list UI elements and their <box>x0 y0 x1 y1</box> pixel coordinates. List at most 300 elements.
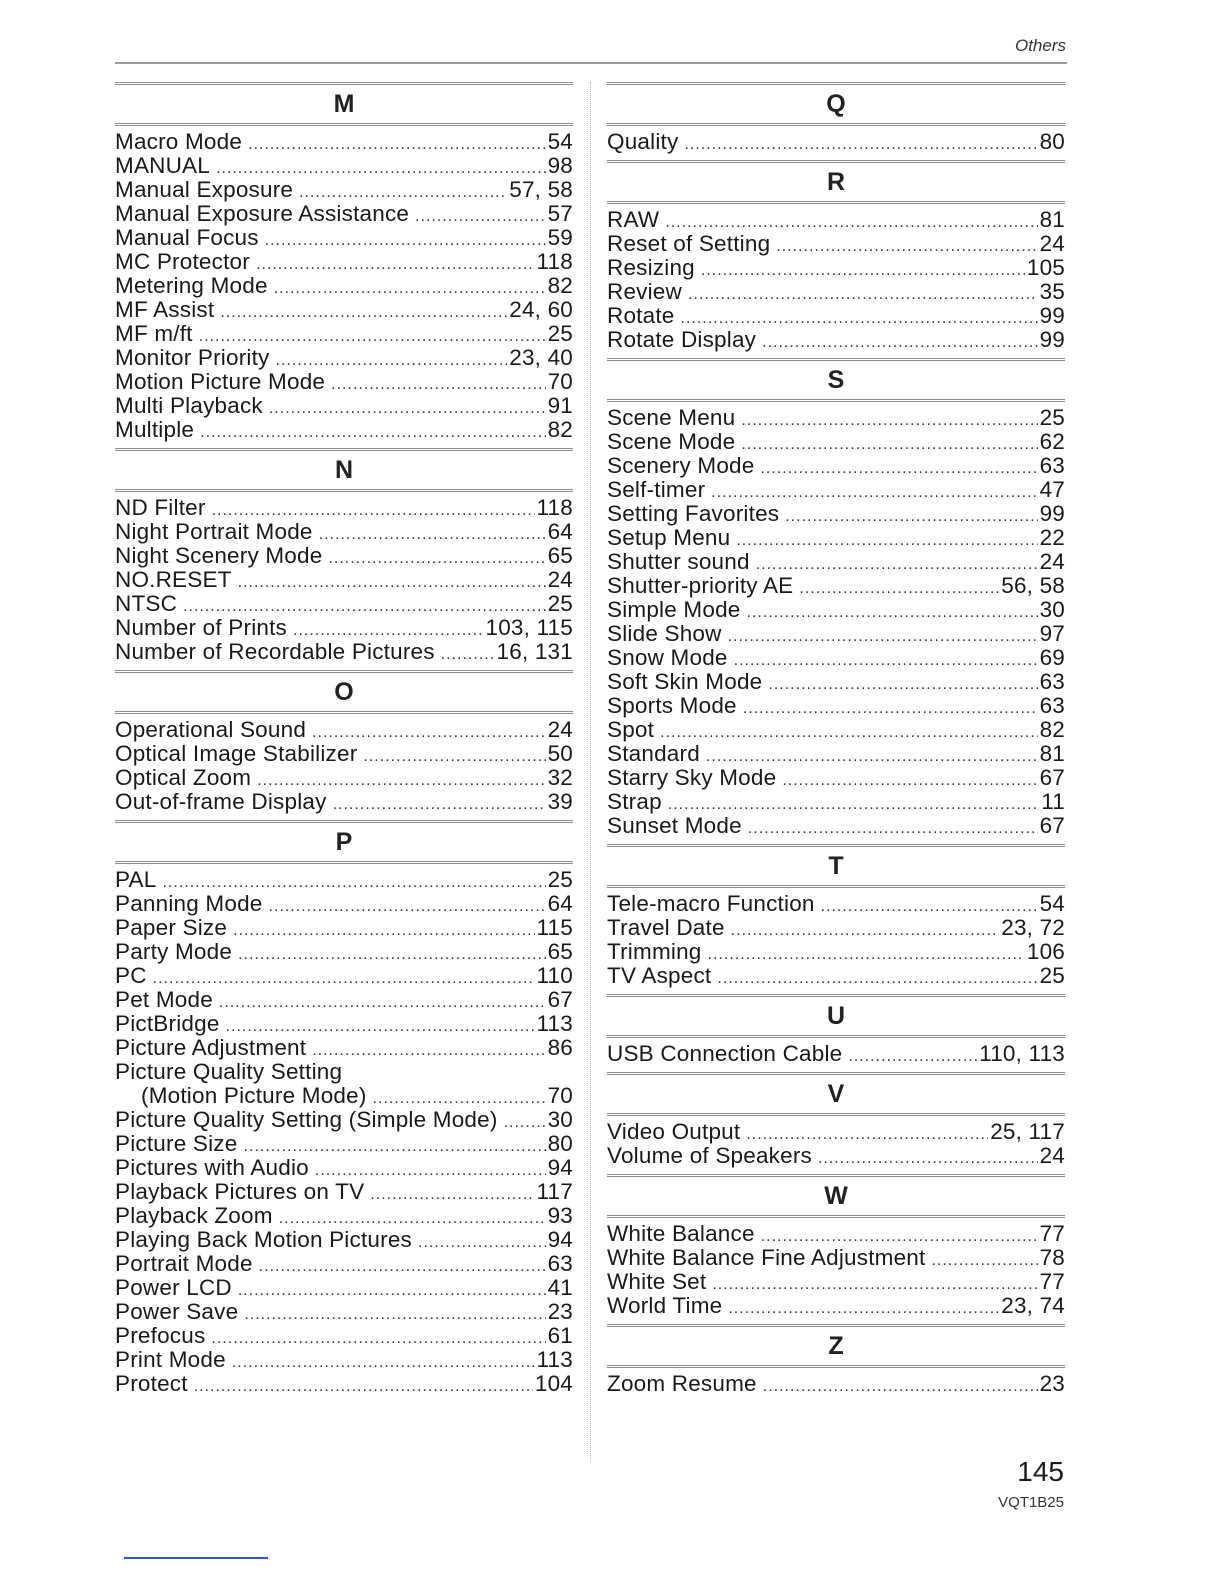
index-entry <box>115 1156 573 1180</box>
index-entry <box>115 1060 573 1084</box>
index-entry <box>607 526 1065 550</box>
index-entry-page-ref: 30 <box>1039 597 1065 622</box>
index-entry-term: Night Portrait Mode <box>115 519 313 544</box>
index-entry-term: (Motion Picture Mode) <box>141 1083 367 1108</box>
index-entry-page-ref: 80 <box>1039 129 1065 154</box>
index-section-q <box>607 82 1065 156</box>
index-entry-page-ref: 57 <box>547 201 573 226</box>
index-entry-page-ref: 99 <box>1039 303 1065 328</box>
index-entry-page-ref: 23, 74 <box>1001 1293 1065 1318</box>
index-entry <box>115 616 573 640</box>
index-column-left <box>115 82 573 1398</box>
index-entry-page-ref: 70 <box>547 369 573 394</box>
index-entry <box>607 916 1065 940</box>
index-entry-term: Night Scenery Mode <box>115 543 323 568</box>
index-entry-term: Setting Favorites <box>607 501 780 526</box>
index-entry-page-ref: 110 <box>536 963 573 988</box>
index-entry-term: Spot <box>607 717 655 742</box>
index-section-s <box>607 358 1065 840</box>
index-entry-term: PC <box>115 963 147 988</box>
index-entry-term: Prefocus <box>115 1323 206 1348</box>
index-entry-page-ref: 117 <box>536 1179 573 1204</box>
index-entry <box>115 1132 573 1156</box>
dot-leader <box>211 1327 545 1351</box>
index-entry-term: Scene Menu <box>607 405 736 430</box>
index-entry-page-ref: 106 <box>1026 939 1065 964</box>
index-entry-term: Metering Mode <box>115 273 268 298</box>
index-entry-page-ref: 97 <box>1039 621 1065 646</box>
index-entry <box>607 502 1065 526</box>
index-entry <box>115 1348 573 1372</box>
index-entry <box>115 640 573 664</box>
index-entry <box>115 742 573 766</box>
dot-leader <box>747 601 1038 625</box>
dot-leader <box>269 895 546 919</box>
index-entry <box>115 964 573 988</box>
index-entry <box>115 1204 573 1228</box>
index-entry-page-ref: 80 <box>547 1131 573 1156</box>
index-entry <box>607 280 1065 304</box>
dot-leader <box>244 1303 545 1327</box>
index-entry <box>607 430 1065 454</box>
index-entry-term: Travel Date <box>607 915 725 940</box>
index-entry <box>607 232 1065 256</box>
index-entry-page-ref: 32 <box>547 765 573 790</box>
dot-leader <box>333 793 546 817</box>
section-letter-heading: N <box>115 448 573 492</box>
index-entry <box>115 298 573 322</box>
index-entry <box>607 1144 1065 1168</box>
index-entry <box>115 766 573 790</box>
dot-leader <box>741 409 1037 433</box>
index-entry <box>115 1252 573 1276</box>
index-entry <box>115 130 573 154</box>
index-entry-page-ref: 63 <box>547 1251 573 1276</box>
index-entry-page-ref: 82 <box>547 273 573 298</box>
header-section-label: Others <box>1014 36 1066 55</box>
index-entry-term: Manual Exposure <box>115 177 294 202</box>
dot-leader <box>274 277 546 301</box>
index-entry-term: Power LCD <box>115 1275 232 1300</box>
dot-leader <box>684 133 1037 157</box>
index-entry-list <box>115 714 573 816</box>
index-entry-list <box>607 1116 1065 1170</box>
index-entry <box>115 1300 573 1324</box>
index-entry-page-ref: 69 <box>1039 645 1065 670</box>
footer-link-underline <box>124 1557 268 1559</box>
index-entry-term: MANUAL <box>115 153 210 178</box>
index-entry <box>115 274 573 298</box>
index-entry <box>115 370 573 394</box>
index-entry <box>607 454 1065 478</box>
index-entry-page-ref: 104 <box>534 1371 573 1396</box>
index-entry-page-ref: 56, 58 <box>1001 573 1065 598</box>
index-entry-page-ref: 91 <box>547 393 573 418</box>
index-entry-page-ref: 67 <box>547 987 573 1012</box>
index-entry-term: Zoom Resume <box>607 1371 757 1396</box>
section-letter-heading: S <box>607 358 1065 402</box>
index-entry-page-ref: 86 <box>547 1035 573 1060</box>
index-entry-term: Motion Picture Mode <box>115 369 326 394</box>
dot-leader <box>768 673 1037 697</box>
index-entry <box>115 226 573 250</box>
index-entry-page-ref: 113 <box>536 1347 573 1372</box>
index-entry-page-ref: 94 <box>547 1155 573 1180</box>
index-entry <box>115 346 573 370</box>
dot-leader <box>776 235 1037 259</box>
index-entry-term: NTSC <box>115 591 178 616</box>
index-entry-page-ref: 30 <box>547 1107 573 1132</box>
index-entry <box>115 718 573 742</box>
dot-leader <box>259 1255 546 1279</box>
dot-leader <box>799 577 999 601</box>
dot-leader <box>762 331 1037 355</box>
dot-leader <box>734 649 1038 673</box>
index-entry-page-ref: 93 <box>547 1203 573 1228</box>
index-entry <box>115 568 573 592</box>
index-section-n <box>115 448 573 666</box>
index-entry-page-ref: 82 <box>1039 717 1065 742</box>
index-entry <box>115 592 573 616</box>
index-entry-term: Self-timer <box>607 477 706 502</box>
index-entry-page-ref: 94 <box>547 1227 573 1252</box>
index-entry-term: World Time <box>607 1293 723 1318</box>
index-entry-page-ref: 70 <box>547 1083 573 1108</box>
index-entry-term: Trimming <box>607 939 702 964</box>
dot-leader <box>782 769 1037 793</box>
index-entry-term: Number of Prints <box>115 615 288 640</box>
index-entry-term: Power Save <box>115 1299 239 1324</box>
index-entry-page-ref: 22 <box>1039 525 1065 550</box>
index-entry-term: Snow Mode <box>607 645 728 670</box>
index-section-p <box>115 820 573 1398</box>
index-entry-term: Picture Size <box>115 1131 238 1156</box>
index-entry-term: Operational Sound <box>115 717 307 742</box>
index-entry <box>115 988 573 1012</box>
index-entry-term: Tele-macro Function <box>607 891 815 916</box>
index-entry-term: White Balance Fine Adjustment <box>607 1245 926 1270</box>
index-entry-term: Pictures with Audio <box>115 1155 309 1180</box>
dot-leader <box>743 697 1038 721</box>
index-entry-term: Number of Recordable Pictures <box>115 639 435 664</box>
index-entry <box>115 1108 573 1132</box>
index-entry-page-ref: 23, 40 <box>509 345 573 370</box>
index-entry-term: Out-of-frame Display <box>115 789 327 814</box>
index-section-o <box>115 670 573 816</box>
index-entry-term: Scenery Mode <box>607 453 755 478</box>
index-entry-page-ref: 41 <box>547 1275 573 1300</box>
index-entry-term: USB Connection Cable <box>607 1041 843 1066</box>
index-entry <box>607 694 1065 718</box>
index-entry <box>607 964 1065 988</box>
dot-leader <box>660 721 1037 745</box>
index-entry-page-ref: 23, 72 <box>1001 915 1065 940</box>
index-entry-term: White Set <box>607 1269 707 1294</box>
section-letter-heading: W <box>607 1174 1065 1218</box>
index-entry-page-ref: 103, 115 <box>485 615 573 640</box>
index-entry <box>607 256 1065 280</box>
dot-leader <box>265 229 546 253</box>
index-section-t <box>607 844 1065 990</box>
index-entry-term: MF Assist <box>115 297 215 322</box>
index-entry-page-ref: 24 <box>1039 549 1065 574</box>
index-section-z <box>607 1324 1065 1398</box>
dot-leader <box>701 259 1025 283</box>
index-entry <box>115 1012 573 1036</box>
index-entry-page-ref: 11 <box>1041 789 1065 814</box>
index-section-m <box>115 82 573 444</box>
index-entry <box>607 814 1065 838</box>
index-column-right <box>607 82 1065 1398</box>
index-entry <box>607 718 1065 742</box>
dot-leader <box>748 817 1038 841</box>
index-section-v <box>607 1072 1065 1170</box>
index-entry <box>607 550 1065 574</box>
index-entry-term: Soft Skin Mode <box>607 669 763 694</box>
index-entry <box>607 790 1065 814</box>
index-entry-page-ref: 54 <box>547 129 573 154</box>
index-entry-page-ref: 81 <box>1039 207 1065 232</box>
index-entry-term: Protect <box>115 1371 188 1396</box>
index-entry-term: Panning Mode <box>115 891 263 916</box>
index-entry <box>607 406 1065 430</box>
dot-leader <box>931 1249 1037 1273</box>
section-letter-heading: R <box>607 160 1065 204</box>
dot-leader <box>200 421 545 445</box>
index-entry-term: ND Filter <box>115 495 206 520</box>
index-entry <box>115 1036 573 1060</box>
index-entry-term: MF m/ft <box>115 321 193 346</box>
dot-leader <box>312 1039 545 1063</box>
section-letter-heading: Z <box>607 1324 1065 1368</box>
index-entry <box>607 742 1065 766</box>
dot-leader <box>238 571 546 595</box>
index-entry <box>115 250 573 274</box>
index-entry-page-ref: 25 <box>1039 963 1065 988</box>
index-entry-page-ref: 35 <box>1039 279 1065 304</box>
index-entry-term: Monitor Priority <box>115 345 270 370</box>
index-section-u <box>607 994 1065 1068</box>
dot-leader <box>731 919 1000 943</box>
index-entry <box>115 916 573 940</box>
dot-leader <box>233 919 534 943</box>
index-entry <box>607 304 1065 328</box>
index-entry-page-ref: 67 <box>1039 765 1065 790</box>
index-entry-page-ref: 77 <box>1039 1269 1065 1294</box>
dot-leader <box>363 745 545 769</box>
index-entry <box>607 1042 1065 1066</box>
index-entry-term: Volume of Speakers <box>607 1143 812 1168</box>
index-entry-page-ref: 25 <box>547 321 573 346</box>
dot-leader <box>785 505 1037 529</box>
dot-leader <box>688 283 1038 307</box>
index-entry-page-ref: 65 <box>547 543 573 568</box>
index-entry-page-ref: 39 <box>547 789 573 814</box>
index-entry-page-ref: 64 <box>547 891 573 916</box>
index-entry-term: White Balance <box>607 1221 755 1246</box>
index-entry-page-ref: 23 <box>547 1299 573 1324</box>
index-entry-term: Multiple <box>115 417 195 442</box>
index-entry <box>115 868 573 892</box>
index-entry <box>115 418 573 442</box>
index-entry-page-ref: 118 <box>536 495 573 520</box>
dot-leader <box>418 1231 546 1255</box>
index-entry-term: Resizing <box>607 255 695 280</box>
index-entry-term: Sports Mode <box>607 693 737 718</box>
index-entry-term: Pet Mode <box>115 987 213 1012</box>
index-entry-term: Scene Mode <box>607 429 736 454</box>
index-entry-page-ref: 16, 131 <box>496 639 573 664</box>
index-section-w <box>607 1174 1065 1320</box>
page-number: 145 <box>1017 1456 1064 1487</box>
index-entry-page-ref: 47 <box>1039 477 1065 502</box>
dot-leader <box>441 643 495 667</box>
dot-leader <box>194 1375 533 1399</box>
index-entry-term: Portrait Mode <box>115 1251 253 1276</box>
index-entry-page-ref: 78 <box>1039 1245 1065 1270</box>
section-letter-heading: P <box>115 820 573 864</box>
dot-leader <box>238 1279 546 1303</box>
index-entry <box>115 322 573 346</box>
dot-leader <box>717 967 1037 991</box>
index-entry <box>115 1276 573 1300</box>
index-entry-term: Standard <box>607 741 700 766</box>
index-entry-list <box>607 204 1065 354</box>
index-entry-term: Quality <box>607 129 679 154</box>
dot-leader <box>736 529 1037 553</box>
index-entry-term: Sunset Mode <box>607 813 742 838</box>
index-entry-page-ref: 99 <box>1039 501 1065 526</box>
index-entry <box>607 1222 1065 1246</box>
dot-leader <box>760 457 1037 481</box>
index-entry-page-ref: 98 <box>547 153 573 178</box>
index-entry-term: Picture Quality Setting (Simple Mode) <box>115 1107 498 1132</box>
section-letter-heading: O <box>115 670 573 714</box>
index-entry <box>115 154 573 178</box>
section-letter-heading: V <box>607 1072 1065 1116</box>
index-entry-page-ref: 82 <box>547 417 573 442</box>
column-divider <box>590 82 591 1462</box>
index-entry-page-ref: 61 <box>547 1323 573 1348</box>
dot-leader <box>741 433 1037 457</box>
index-entry-page-ref: 63 <box>1039 453 1065 478</box>
index-entry <box>115 940 573 964</box>
index-entry-page-ref: 77 <box>1039 1221 1065 1246</box>
dot-leader <box>269 397 546 421</box>
index-entry-term: Optical Image Stabilizer <box>115 741 358 766</box>
index-entry <box>607 892 1065 916</box>
dot-leader <box>415 205 545 229</box>
index-entry-term: Manual Focus <box>115 225 259 250</box>
index-entry-page-ref: 110, 113 <box>979 1041 1065 1066</box>
index-entry-term: Picture Quality Setting <box>115 1059 343 1084</box>
dot-leader <box>370 1183 534 1207</box>
index-entry <box>607 622 1065 646</box>
index-entry-term: Rotate <box>607 303 675 328</box>
index-entry-term: Playback Pictures on TV <box>115 1179 365 1204</box>
index-entry-term: Rotate Display <box>607 327 757 352</box>
index-entry-term: Macro Mode <box>115 129 243 154</box>
index-entry-page-ref: 59 <box>547 225 573 250</box>
index-entry-term: Print Mode <box>115 1347 226 1372</box>
index-entry-term: Shutter-priority AE <box>607 573 794 598</box>
index-entry-list <box>607 126 1065 156</box>
index-entry-page-ref: 25, 117 <box>990 1119 1065 1144</box>
index-entry-page-ref: 24 <box>547 717 573 742</box>
index-entry <box>115 892 573 916</box>
section-letter-heading: U <box>607 994 1065 1038</box>
dot-leader <box>220 301 507 325</box>
index-entry-page-ref: 24 <box>547 567 573 592</box>
index-entry-list <box>115 864 573 1398</box>
dot-leader <box>256 253 535 277</box>
index-entry <box>115 394 573 418</box>
index-entry-page-ref: 24 <box>1039 231 1065 256</box>
index-entry <box>607 1372 1065 1396</box>
index-entry-page-ref: 63 <box>1039 669 1065 694</box>
index-entry-page-ref: 64 <box>547 519 573 544</box>
index-entry <box>607 574 1065 598</box>
dot-leader <box>504 1111 546 1135</box>
index-entry-term: Playing Back Motion Pictures <box>115 1227 412 1252</box>
document-code: VQT1B25 <box>998 1494 1064 1511</box>
index-entry-list <box>115 126 573 444</box>
index-entry <box>607 670 1065 694</box>
index-entry-page-ref: 115 <box>536 915 573 940</box>
index-entry <box>607 1270 1065 1294</box>
index-entry-term: TV Aspect <box>607 963 712 988</box>
index-entry-term: MC Protector <box>115 249 250 274</box>
index-entry-page-ref: 54 <box>1039 891 1065 916</box>
dot-leader <box>331 373 545 397</box>
index-entry <box>115 1084 573 1108</box>
index-entry-term: Optical Zoom <box>115 765 252 790</box>
index-entry-term: Picture Adjustment <box>115 1035 307 1060</box>
dot-leader <box>319 523 546 547</box>
index-entry-page-ref: 25 <box>1039 405 1065 430</box>
index-entry-page-ref: 99 <box>1039 327 1065 352</box>
dot-leader <box>818 1147 1038 1171</box>
section-letter-heading: M <box>115 82 573 126</box>
index-entry-page-ref: 57, 58 <box>509 177 573 202</box>
dot-leader <box>232 1351 535 1375</box>
section-letter-heading: T <box>607 844 1065 888</box>
index-entry-term: Manual Exposure Assistance <box>115 201 410 226</box>
index-entry-term: Playback Zoom <box>115 1203 273 1228</box>
index-entry-term: PAL <box>115 867 157 892</box>
index-entry-list <box>607 1368 1065 1398</box>
index-entry-list <box>607 402 1065 840</box>
index-entry-list <box>607 888 1065 990</box>
index-entry-term: Reset of Setting <box>607 231 771 256</box>
index-entry-page-ref: 113 <box>536 1011 573 1036</box>
index-entry-page-ref: 25 <box>547 867 573 892</box>
dot-leader <box>238 943 546 967</box>
index-entry-page-ref: 63 <box>1039 693 1065 718</box>
index-entry-list <box>607 1038 1065 1068</box>
index-entry-term: Simple Mode <box>607 597 741 622</box>
index-entry-term: Multi Playback <box>115 393 263 418</box>
index-entry <box>115 1372 573 1396</box>
index-entry <box>607 208 1065 232</box>
index-entry <box>115 496 573 520</box>
index-entry <box>115 544 573 568</box>
dot-leader <box>712 1273 1037 1297</box>
dot-leader <box>708 943 1025 967</box>
index-entry <box>115 202 573 226</box>
index-entry-term: RAW <box>607 207 660 232</box>
index-entry <box>607 328 1065 352</box>
